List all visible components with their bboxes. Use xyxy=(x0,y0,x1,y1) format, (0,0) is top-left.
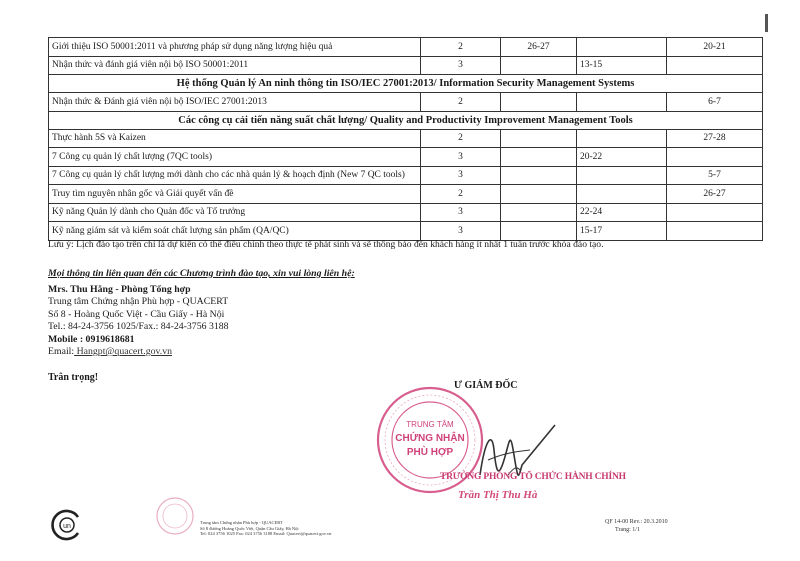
course-days: 2 xyxy=(421,93,501,112)
schedule-month-3 xyxy=(667,56,763,75)
course-name: Giới thiệu ISO 50001:2011 và phương pháp sử dụng năng lượng hiệu quả xyxy=(49,38,421,57)
footer-line-3: Tel: 024 3756 1025 Fax: 024 3756 3188 Email: Quacert@quacert.gov.vn xyxy=(200,531,332,537)
course-days: 2 xyxy=(421,38,501,57)
schedule-month-1 xyxy=(501,166,577,185)
table-row xyxy=(49,203,763,222)
contact-mobile: Mobile : 0919618681 xyxy=(48,333,135,345)
schedule-month-1 xyxy=(501,203,577,222)
schedule-month-3 xyxy=(667,148,763,167)
schedule-month-2: 20-22 xyxy=(577,148,667,167)
course-name: Thực hành 5S và Kaizen xyxy=(49,129,421,148)
form-code: QF 14-00 Rev.: 20.3.2010 xyxy=(605,519,668,525)
table-row xyxy=(49,185,763,204)
section-header-row xyxy=(49,111,763,129)
table-row xyxy=(49,93,763,112)
schedule-month-2 xyxy=(577,185,667,204)
table-row xyxy=(49,38,763,57)
course-name: 7 Công cụ quản lý chất lượng (7QC tools) xyxy=(49,148,421,167)
course-days: 2 xyxy=(421,185,501,204)
schedule-month-2 xyxy=(577,166,667,185)
schedule-month-1 xyxy=(501,222,577,241)
contact-phone: Tel.: 84-24-3756 1025/Fax.: 84-24-3756 3188 xyxy=(48,321,229,332)
stamp-line2: CHỨNG NHẬN xyxy=(395,433,465,444)
closing-text: Trân trọng! xyxy=(48,372,99,383)
schedule-month-3: 20-21 xyxy=(667,38,763,57)
footer-seal xyxy=(155,496,195,536)
schedule-month-1 xyxy=(501,185,577,204)
table-row xyxy=(49,222,763,241)
director-label: GIÁM ĐỐC xyxy=(464,380,518,391)
training-schedule-table xyxy=(48,37,763,241)
section-header-row xyxy=(49,75,763,93)
course-days: 3 xyxy=(421,222,501,241)
course-days: 3 xyxy=(421,56,501,75)
footer-line-2: Số 8 đường Hoàng Quốc Việt, Quận Cầu Giấy, Hà Nội xyxy=(200,525,299,531)
footer-form-info xyxy=(605,519,668,534)
footer-address xyxy=(200,520,331,537)
schedule-month-2 xyxy=(577,38,667,57)
svg-text:un: un xyxy=(63,523,71,530)
table-row xyxy=(49,148,763,167)
schedule-month-1 xyxy=(501,56,577,75)
schedule-month-2: 22-24 xyxy=(577,203,667,222)
schedule-month-2 xyxy=(577,93,667,112)
table-row xyxy=(49,56,763,75)
signer-name: Trần Thị Thu Hà xyxy=(458,489,538,501)
course-name: Kỹ năng giám sát và kiểm soát chất lượng sản phẩm (QA/QC) xyxy=(49,222,421,241)
schedule-note: Lưu ý: Lịch đào tạo trên chỉ là dự kiến có thể điều chỉnh theo thực tế phát sinh và sẽ thông báo đến khách hàng ít nhất 1 tuần trước khóa đào tạo. xyxy=(48,239,604,250)
page-number: Trang: 1/1 xyxy=(615,526,640,533)
schedule-month-1 xyxy=(501,93,577,112)
schedule-month-2: 15-17 xyxy=(577,222,667,241)
contact-email-link[interactable]: Hangpt@quacert.gov.vn xyxy=(74,346,173,357)
stamp-line1: TRUNG TÂM xyxy=(406,420,454,429)
footer-line-1: Trung tâm Chứng nhận Phù hợp - QUACERT xyxy=(200,520,283,525)
schedule-month-1: 26-27 xyxy=(501,38,577,57)
stamp-line3: PHÙ HỢP xyxy=(406,447,454,458)
course-days: 3 xyxy=(421,148,501,167)
department-title: TRƯỞNG PHÒNG TỔ CHỨC HÀNH CHÍNH xyxy=(440,472,626,482)
schedule-month-3: 5-7 xyxy=(667,166,763,185)
contact-block xyxy=(48,268,355,359)
course-name: Kỹ năng Quản lý dành cho Quản đốc và Tổ trưởng xyxy=(49,203,421,222)
contact-org: Trung tâm Chứng nhận Phù hợp - QUACERT xyxy=(48,296,229,307)
schedule-month-1 xyxy=(501,129,577,148)
schedule-month-3: 27-28 xyxy=(667,129,763,148)
course-days: 3 xyxy=(421,166,501,185)
table-row xyxy=(49,166,763,185)
schedule-month-3: 6-7 xyxy=(667,93,763,112)
contact-email-row xyxy=(48,346,355,359)
contact-email-label: Email: xyxy=(48,346,75,357)
schedule-month-2: 13-15 xyxy=(577,56,667,75)
contact-address: Số 8 - Hoàng Quốc Việt - Cầu Giấy - Hà Nội xyxy=(48,308,225,320)
director-prefix: Ư xyxy=(454,380,462,391)
schedule-month-1 xyxy=(501,148,577,167)
schedule-month-3: 26-27 xyxy=(667,185,763,204)
table-row xyxy=(49,129,763,148)
schedule-month-2 xyxy=(577,129,667,148)
schedule-month-3 xyxy=(667,222,763,241)
section-title: Hệ thống Quản lý An ninh thông tin ISO/IEC 27001:2013/ Information Security Management Systems xyxy=(49,75,763,93)
contact-intro: Mọi thông tin liên quan đến các Chương trình đào tạo, xin vui lòng liên hệ: xyxy=(48,268,355,279)
course-days: 2 xyxy=(421,129,501,148)
course-name: 7 Công cụ quản lý chất lượng mới dành cho các nhà quản lý & hoạch định (New 7 QC tools) xyxy=(49,166,421,185)
corner-mark xyxy=(765,14,768,32)
course-days: 3 xyxy=(421,203,501,222)
section-title: Các công cụ cải tiến năng suất chất lượng/ Quality and Productivity Improvement Management Tools xyxy=(49,111,763,129)
course-name: Truy tìm nguyên nhân gốc và Giải quyết vấn đề xyxy=(49,185,421,204)
contact-name: Mrs. Thu Hằng - Phòng Tổng hợp xyxy=(48,283,191,295)
company-logo xyxy=(50,508,84,542)
schedule-month-3 xyxy=(667,203,763,222)
course-name: Nhận thức và đánh giá viên nội bộ ISO 50001:2011 xyxy=(49,56,421,75)
course-name: Nhận thức & Đánh giá viên nội bộ ISO/IEC 27001:2013 xyxy=(49,93,421,112)
